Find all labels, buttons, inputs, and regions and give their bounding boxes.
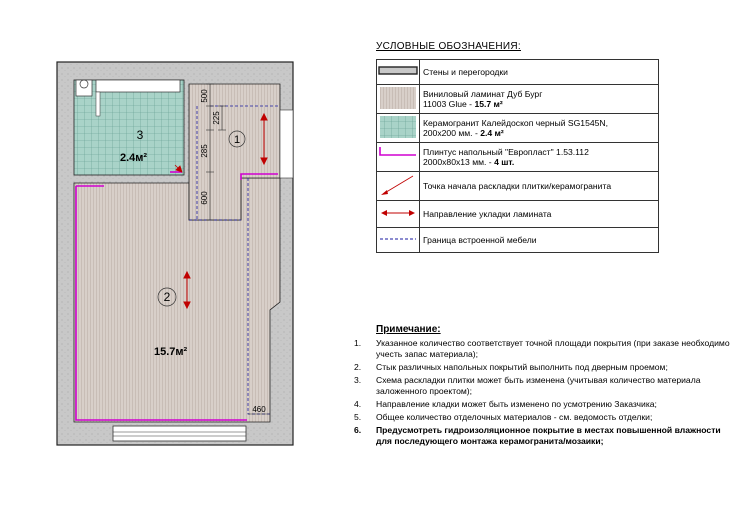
note-text: Предусмотреть гидроизоляционное покрытие в местах повышенной влажности для последующего монтажа керамогранита/мозаики; (376, 425, 721, 446)
note-number: 4. (354, 399, 362, 409)
room2-area: 15.7м² (154, 346, 188, 358)
note-number: 2. (354, 362, 362, 372)
legend-table (376, 59, 659, 253)
legend-label-tile-2: 200x200 мм. - (423, 128, 481, 138)
legend-label-laminate-1: Виниловый ламинат Дуб Бург (423, 89, 543, 99)
start-arrow-swatch (377, 172, 420, 201)
legend-row-direction (377, 201, 659, 228)
legend-label-direction: Направление укладки ламината (423, 209, 552, 219)
bathtub (96, 80, 180, 92)
dimension-285: 285 (200, 144, 209, 158)
note-item (354, 375, 734, 397)
note-item (354, 412, 734, 423)
note-text: Направление кладки может быть изменено по усмотрению Заказчика; (376, 399, 657, 409)
note-item (354, 338, 734, 360)
room1-number: 1 (233, 134, 241, 146)
notes-list (354, 338, 734, 449)
note-text: Схема раскладки плитки может быть изменена (учитывая количество материала заложенного проектом); (376, 375, 701, 396)
legend-value-laminate: 15.7 м² (474, 99, 503, 109)
legend-row-start-point (377, 172, 659, 201)
legend-label-furniture: Граница встроенной мебели (423, 235, 537, 245)
legend-row-laminate (377, 85, 659, 114)
bathroom-divider (96, 92, 100, 116)
laminate-swatch (377, 85, 420, 114)
furniture-boundary-swatch (377, 228, 420, 253)
legend-label-laminate-2: 11003 Glue - (423, 99, 475, 109)
dimension-460: 460 (252, 405, 266, 414)
direction-arrow-swatch (377, 201, 420, 228)
note-item (354, 425, 734, 447)
note-number: 3. (354, 375, 362, 385)
room3-area: 2.4м² (120, 152, 148, 164)
legend-value-tile: 2.4 м² (480, 128, 504, 138)
note-text: Указанное количество соответствует точной площади покрытия (при заказе необходимо учесть запас материала); (376, 338, 730, 359)
tile-swatch (377, 114, 420, 143)
legend-value-plinth: 4 шт. (494, 157, 515, 167)
legend-title: УСЛОВНЫЕ ОБОЗНАЧЕНИЯ: (376, 41, 521, 52)
note-item (354, 362, 734, 373)
plinth-swatch (377, 143, 420, 172)
note-text: Общее количество отделочных материалов - см. ведомость отделки; (376, 412, 653, 422)
dimension-500: 500 (200, 89, 209, 103)
room2-number: 2 (163, 290, 171, 304)
note-text: Стык различных напольных покрытий выполнить под дверным проемом; (376, 362, 668, 372)
legend-label-tile-1: Керамогранит Калейдоскоп черный SG1545N, (423, 118, 609, 128)
notes-title: Примечание: (376, 324, 441, 335)
room2-floor (74, 178, 280, 422)
toilet (80, 80, 88, 88)
note-number: 5. (354, 412, 362, 422)
legend-row-tile (377, 114, 659, 143)
wall-swatch (377, 60, 420, 85)
side-opening (280, 110, 293, 178)
dimension-225: 225 (212, 111, 221, 125)
legend-row-plinth (377, 143, 659, 172)
note-number: 6. (354, 425, 362, 435)
dimension-600: 600 (200, 191, 209, 205)
legend-label-start-point: Точка начала раскладки плитки/керамогранита (423, 181, 612, 191)
legend-label-plinth-1: Плинтус напольный "Европласт" 1.53.112 (423, 147, 589, 157)
legend-row-furniture (377, 228, 659, 253)
legend-row-walls (377, 60, 659, 85)
window (113, 426, 246, 441)
note-item (354, 399, 734, 410)
legend-label-plinth-2: 2000x80x13 мм. - (423, 157, 495, 167)
room3-number: 3 (136, 128, 144, 142)
note-number: 1. (354, 338, 362, 348)
legend-label-walls: Стены и перегородки (423, 67, 508, 77)
